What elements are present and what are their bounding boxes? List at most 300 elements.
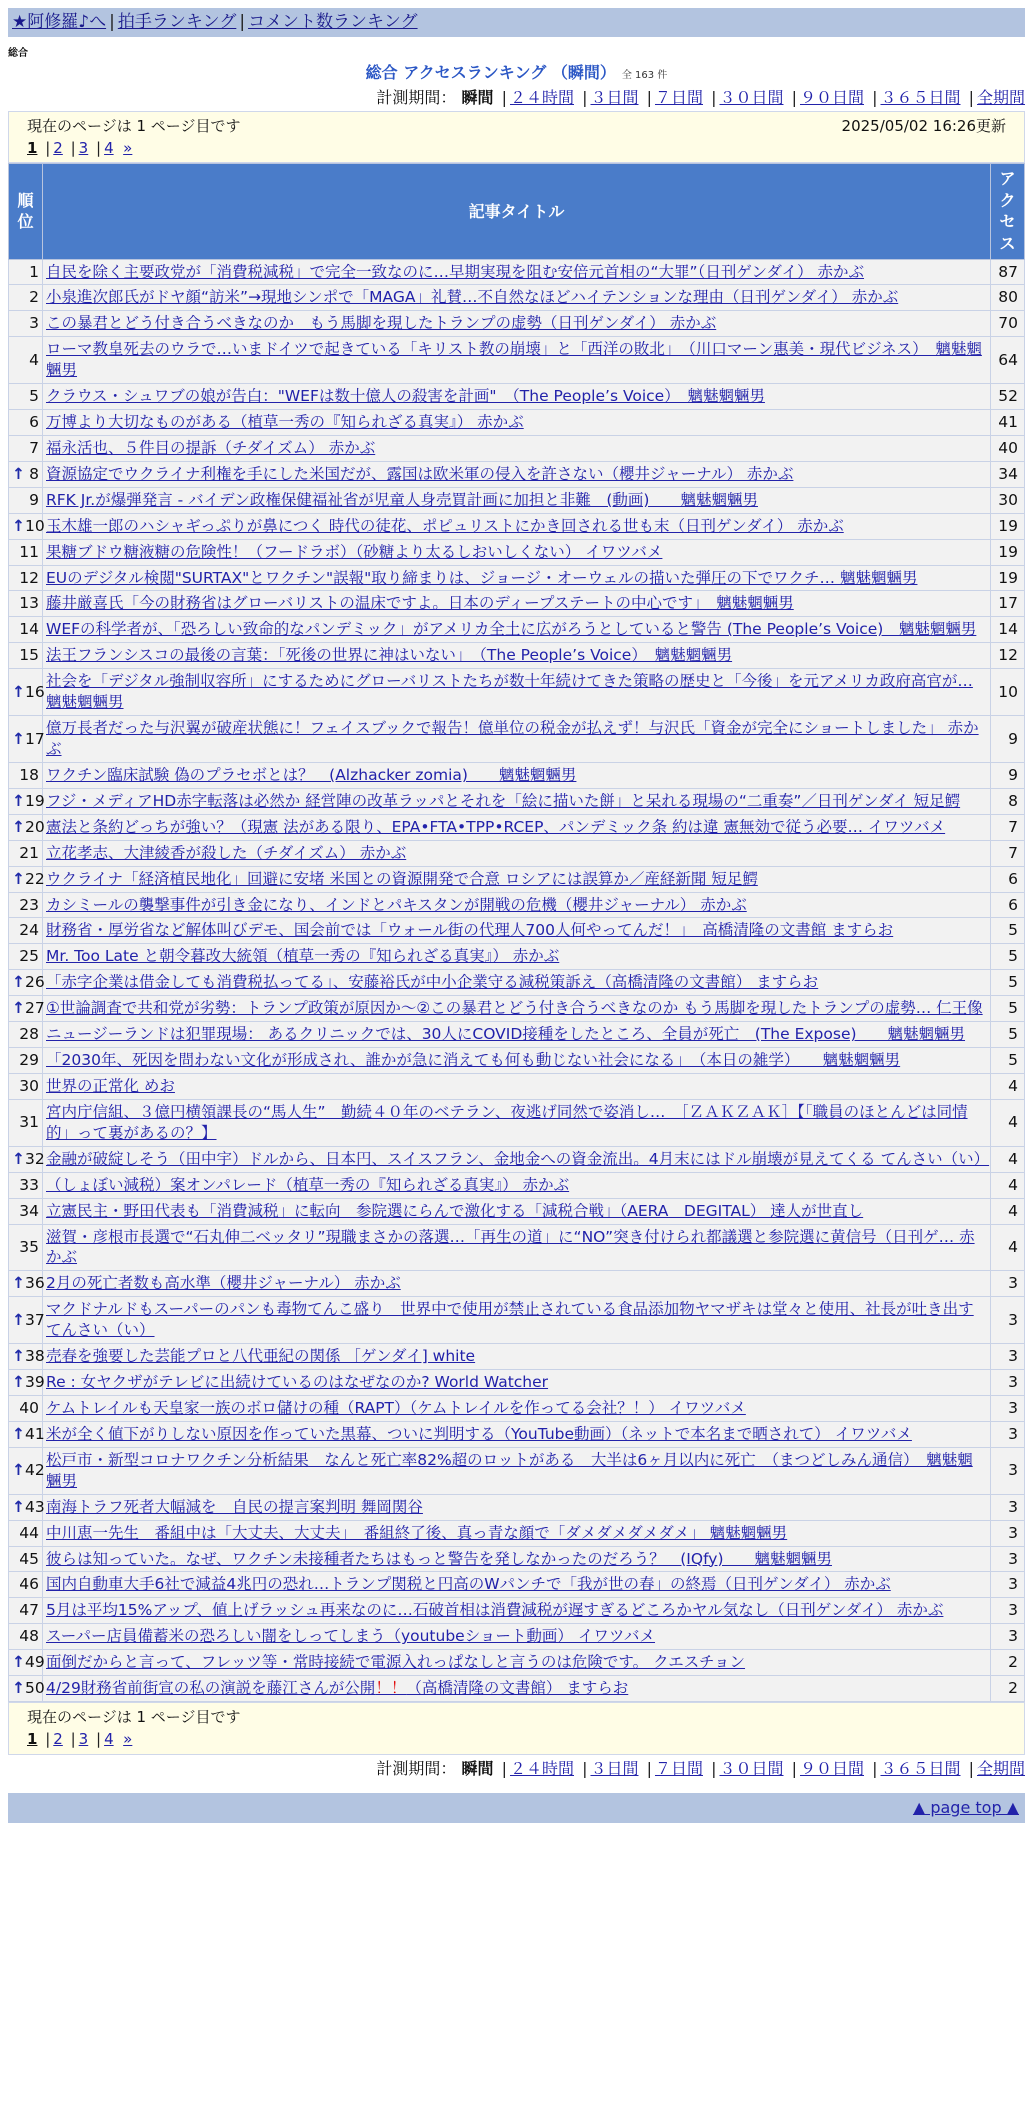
rank-number: 16 [25, 682, 45, 701]
title-cell [43, 1395, 991, 1421]
access-column-header: アクセス [991, 164, 1025, 259]
title-cell [43, 1048, 991, 1074]
access-count: 30 [991, 487, 1025, 513]
rank-cell [9, 1172, 43, 1198]
article-title-link[interactable]: 小泉進次郎氏がドヤ顔“訪米”→現地シンポで「MAGA」礼賛…不自然なほどハイテンションな理由（日刊ゲンダイ） 赤かぶ [46, 288, 899, 307]
article-title-link[interactable]: 松戸市・新型コロナワクチン分析結果 なんと死亡率82%超のロットがある 大半は6ヶ月以内に死亡 （まつどしみん通信） 魑魅魍魎男 [46, 1450, 973, 1490]
access-count: 4 [991, 1146, 1025, 1172]
period-365d-link[interactable]: ３６５日間 [880, 1758, 961, 1778]
article-title-link[interactable]: スーパー店員備蓄米の恐ろしい闇をしってしまう（youtubeショート動画） イワツバメ [46, 1627, 656, 1646]
rank-up-arrow-icon: ↑ [12, 1653, 25, 1672]
access-count: 3 [991, 1271, 1025, 1297]
access-count: 34 [991, 461, 1025, 487]
period-label: 計測期間： [376, 1758, 457, 1778]
rank-number: 12 [19, 568, 39, 587]
page-3-link[interactable]: 3 [78, 138, 89, 157]
title-cell [43, 1344, 991, 1370]
table-row [9, 1447, 1025, 1494]
article-title-link[interactable]: この暴君とどう付き合うべきなのか もう馬脚を現したトランプの虚勢（日刊ゲンダイ） 赤かぶ [46, 314, 717, 333]
article-title-link[interactable]: 憲法と条約どっちが強い？（現憲 法がある限り、EPA•FTA•TPP•RCEP、パンデミック条 約は違 憲無効で従う必要… イワツバメ [46, 817, 946, 836]
article-title-link[interactable]: 福永活也、５件目の提訴（チダイズム） 赤かぶ [46, 438, 376, 457]
current-page-text-bottom: 現在のページは 1 ページ目です [27, 1708, 241, 1727]
article-title-link[interactable]: 「赤字企業は借金しても消費税払ってる」、安藤裕氏が中小企業守る減税策訴え（高橋清隆の文書館） ますらお [46, 973, 819, 992]
page-2-link[interactable]: 2 [53, 138, 63, 157]
table-row [9, 1624, 1025, 1650]
access-count: 8 [991, 788, 1025, 814]
rank-cell [9, 1146, 43, 1172]
rank-number: 44 [19, 1523, 39, 1542]
home-link[interactable]: ★阿修羅♪へ [12, 12, 107, 32]
page-2-link[interactable]: 2 [53, 1730, 63, 1749]
rank-cell [9, 944, 43, 970]
article-title-link[interactable]: マクドナルドもスーパーのパンも毒物てんこ盛り 世界中で使用が禁止されている食品添加物ヤマザキは堂々と使用、社長が吐き出す てんさい（い） [46, 1300, 974, 1340]
article-title-link[interactable]: 米が全く値下がりしない原因を作っていた黒幕、ついに判明する（YouTube動画）（ネットで本名まで晒されて） イワツバメ [46, 1424, 912, 1443]
article-title-link[interactable]: 5月は平均15%アップ、値上げラッシュ再来なのに…石破首相は消費減税が遅すぎるどころかヤル気なし（日刊ゲンダイ） 赤かぶ [46, 1601, 944, 1620]
table-row [9, 259, 1025, 285]
rank-up-arrow-icon: ↑ [12, 682, 25, 701]
rank-up-arrow-icon: ↑ [12, 1424, 25, 1443]
rank-number: 5 [29, 387, 39, 406]
access-count: 5 [991, 1048, 1025, 1074]
applause-ranking-link[interactable]: 拍手ランキング [117, 12, 237, 32]
title-cell [43, 1271, 991, 1297]
current-page-text: 現在のページは 1 ページ目です [27, 116, 241, 135]
table-row [9, 1676, 1025, 1702]
rank-cell [9, 1224, 43, 1271]
article-title-link[interactable]: EUのデジタル検閲"SURTAX"とワクチン"誤報"取り締まりは、ジョージ・オーウェルの描いた弾圧の下でワクチ… 魑魅魍魎男 [46, 568, 918, 587]
page-1-current: 1 [27, 138, 38, 157]
page-top-link[interactable]: ▲ page top ▲ [912, 1798, 1019, 1818]
rank-number: 30 [19, 1077, 39, 1095]
table-row [9, 1297, 1025, 1344]
table-row [9, 840, 1025, 866]
table-row [9, 285, 1025, 311]
rank-cell [9, 970, 43, 996]
period-7d-link[interactable]: ７日間 [654, 1758, 703, 1778]
rank-cell [9, 461, 43, 487]
top-nav-bar: ★阿修羅♪へ | 拍手ランキング | コメント数ランキング [8, 8, 1025, 37]
rank-up-arrow-icon: ↑ [12, 1149, 25, 1168]
rank-cell [9, 259, 43, 285]
access-count: 70 [991, 311, 1025, 337]
table-row [9, 1598, 1025, 1624]
access-count: 3 [991, 1297, 1025, 1344]
rank-number: 3 [29, 314, 39, 333]
rank-number: 49 [25, 1653, 45, 1672]
article-title-link[interactable]: 果糖ブドウ糖液糖の危険性！（フードラボ）（砂糖より太るしおいしくない） イワツバメ [46, 542, 663, 561]
table-row [9, 591, 1025, 617]
access-count: 19 [991, 513, 1025, 539]
article-title-link[interactable]: RFK Jr.が爆弾発言 - バイデン政権保健福祉省が児童人身売買計画に加担と非難 (動画) 魑魅魍魎男 [46, 490, 758, 509]
article-title-link[interactable]: （しょぼい減税）案オンパレード（植草一秀の『知られざる真実』） 赤かぶ [46, 1175, 570, 1194]
rank-up-arrow-icon: ↑ [12, 1679, 25, 1698]
comment-ranking-link[interactable]: コメント数ランキング [248, 12, 418, 32]
access-count: 4 [991, 1074, 1025, 1100]
period-current: 瞬間 [461, 1758, 494, 1778]
title-cell [43, 461, 991, 487]
rank-number: 31 [19, 1113, 39, 1132]
access-count: 19 [991, 539, 1025, 565]
article-title-link[interactable]: Re : 女ヤクザがテレビに出続けているのはなぜなのか? World Watcher [46, 1373, 549, 1392]
table-row [9, 762, 1025, 788]
rank-cell [9, 1650, 43, 1676]
table-row [9, 996, 1025, 1022]
rank-number: 26 [25, 973, 45, 992]
rank-cell [9, 643, 43, 669]
rank-number: 6 [29, 413, 39, 432]
article-title-link[interactable]: 自民を除く主要政党が「消費税減税」で完全一致なのに…早期実現を阻む安倍元首相の“大罪”（日刊ゲンダイ） 赤かぶ [46, 262, 865, 281]
title-cell [43, 1224, 991, 1271]
title-cell [43, 617, 991, 643]
access-count: 2 [991, 1650, 1025, 1676]
rank-number: 47 [19, 1601, 39, 1620]
access-count: 3 [991, 1395, 1025, 1421]
title-cell [43, 1494, 991, 1520]
table-row [9, 788, 1025, 814]
table-row [9, 716, 1025, 763]
article-title-link[interactable]: 立花孝志、大津綾香が殺した（チダイズム） 赤かぶ [46, 843, 407, 862]
article-title-link[interactable]: 2月の死亡者数も高水準（櫻井ジャーナル） 赤かぶ [46, 1274, 401, 1293]
table-row [9, 1520, 1025, 1546]
period-30d-link[interactable]: ３０日間 [719, 1758, 784, 1778]
rank-cell [9, 539, 43, 565]
article-title-link[interactable]: カシミールの襲撃事件が引き金になり、インドとパキスタンが開戦の危機（櫻井ジャーナル） 赤かぶ [46, 895, 747, 914]
article-title-link[interactable]: 国内自動車大手6社で減益4兆円の恐れ…トランプ関税と円高のWパンチで「我が世の春」の終焉（日刊ゲンダイ） 赤かぶ [46, 1575, 891, 1594]
title-column-header: 記事タイトル [43, 164, 991, 259]
article-title-link[interactable]: ウクライナ「経済植民地化」回避に安堵 米国との資源開発で合意 ロシアには誤算か／産経新聞 短足鰐 [46, 869, 758, 888]
page-3-link[interactable]: 3 [78, 1730, 89, 1749]
access-count: 3 [991, 1598, 1025, 1624]
article-title-link[interactable]: 万博より大切なものがある（植草一秀の『知られざる真実』） 赤かぶ [46, 413, 524, 432]
rank-cell [9, 311, 43, 337]
rank-cell [9, 814, 43, 840]
table-row [9, 944, 1025, 970]
article-title-link[interactable]: 世界の正常化 めお [46, 1077, 175, 1095]
period-365d-link[interactable]: ３６５日間 [880, 88, 961, 108]
table-row [9, 461, 1025, 487]
table-row [9, 1172, 1025, 1198]
article-title-link[interactable]: 売春を強要した芸能プロと八代亜紀の関係 ［ゲンダイ] white [46, 1347, 476, 1366]
rank-number: 43 [25, 1497, 45, 1516]
table-row [9, 513, 1025, 539]
article-title-link[interactable]: 資源協定でウクライナ利権を手にした米国だが、露国は欧米軍の侵入を許さない（櫻井ジャーナル） 赤かぶ [46, 464, 794, 483]
rank-number: 36 [25, 1274, 45, 1293]
period-30d-link[interactable]: ３０日間 [719, 88, 784, 108]
title-cell [43, 1421, 991, 1447]
article-title-link[interactable]: 金融が破綻しそう（田中宇）ドルから、日本円、スイスフラン、金地金への資金流出。4月末にはドル崩壊が見えてくる てんさい（い） [46, 1149, 990, 1168]
article-title-link[interactable]: 宮内庁信組、３億円横領課長の“馬人生” 勤続４０年のベテラン、夜逃げ同然で姿消し… ［ＺＡＫＺＡＫ］【「職員のほとんどは同情的」って裏があるの？】 [46, 1102, 968, 1142]
access-count: 4 [991, 1224, 1025, 1271]
rank-number: 4 [29, 350, 39, 369]
table-row [9, 866, 1025, 892]
updated-timestamp: 2025/05/02 16:26更新 [841, 116, 1006, 135]
rank-cell [9, 565, 43, 591]
table-row [9, 384, 1025, 410]
rank-up-arrow-icon: ↑ [12, 1274, 25, 1293]
rank-number: 40 [19, 1398, 39, 1417]
article-title-link[interactable]: 4/29財務省前街宣の私の演説を藤江さんが公開！！（高橋清隆の文書館） ますらお [46, 1679, 629, 1698]
title-cell [43, 259, 991, 285]
access-count: 41 [991, 410, 1025, 436]
article-title-link[interactable]: 社会を「デジタル強制収容所」にするためにグローバリストたちが数十年続けてきた策略の歴史と「今後」を元アメリカ政府高官が… 魑魅魍魎男 [46, 672, 973, 712]
access-count: 6 [991, 866, 1025, 892]
article-title-link[interactable]: 中川恵一先生 番組中は「大丈夫、大丈夫」 番組終了後、真っ青な顔で「ダメダメダメダメ」 魑魅魍魎男 [46, 1523, 788, 1542]
rank-number: 1 [29, 262, 39, 281]
title-cell [43, 311, 991, 337]
title-cell [43, 1447, 991, 1494]
rank-cell [9, 1546, 43, 1572]
table-row [9, 487, 1025, 513]
rank-column-header: 順位 [9, 164, 43, 259]
period-3d-link[interactable]: ３日間 [590, 1758, 639, 1778]
access-count: 14 [991, 617, 1025, 643]
page-4-link[interactable]: 4 [104, 1730, 114, 1749]
rank-cell [9, 1022, 43, 1048]
title-cell [43, 1598, 991, 1624]
title-cell [43, 1650, 991, 1676]
title-cell [43, 487, 991, 513]
rank-up-arrow-icon: ↑ [12, 729, 25, 748]
table-row [9, 643, 1025, 669]
access-count: 3 [991, 1520, 1025, 1546]
access-count: 17 [991, 591, 1025, 617]
table-row [9, 1099, 1025, 1146]
table-row [9, 1421, 1025, 1447]
access-count: 40 [991, 435, 1025, 461]
rank-cell [9, 1297, 43, 1344]
rank-cell [9, 866, 43, 892]
rank-cell [9, 1494, 43, 1520]
access-count: 6 [991, 892, 1025, 918]
rank-cell [9, 1198, 43, 1224]
access-count: 5 [991, 970, 1025, 996]
article-title-link[interactable]: ケムトレイルも天皇家一族のボロ儲けの種（RAPT）（ケムトレイルを作ってる会社？！） イワツバメ [46, 1398, 746, 1417]
access-count: 10 [991, 669, 1025, 716]
table-row [9, 410, 1025, 436]
rank-cell [9, 1099, 43, 1146]
rank-number: 46 [19, 1575, 39, 1594]
rank-number: 50 [25, 1679, 45, 1698]
title-cell [43, 918, 991, 944]
table-row [9, 1224, 1025, 1271]
article-title-link[interactable]: ニュージーランドは犯罪現場： あるクリニックでは、30人にCOVID接種をしたところ、全員が死亡 (The Expose) 魑魅魍魎男 [46, 1025, 966, 1044]
article-title-link[interactable]: Mr. Too Late と朝令暮改大統領（植草一秀の『知られざる真実』） 赤かぶ [46, 947, 560, 966]
access-count: 3 [991, 1572, 1025, 1598]
rank-number: 48 [19, 1627, 39, 1646]
table-row [9, 970, 1025, 996]
article-title-link[interactable]: ①世論調査で共和党が劣勢：トランプ政策が原因か～②この暴君とどう付き合うべきなのか もう馬脚を現したトランプの虚勢… 仁王像 [46, 999, 983, 1018]
rank-cell [9, 1676, 43, 1702]
pagination-box-bottom [8, 1702, 1025, 1755]
rank-number: 35 [19, 1237, 39, 1256]
rank-number: 32 [25, 1149, 45, 1168]
access-count: 12 [991, 643, 1025, 669]
article-title-link[interactable]: 「2030年、死因を問わない文化が形成され、誰かが急に消えても何も動じない社会になる」 （本日の雑学） 魑魅魍魎男 [46, 1051, 901, 1070]
rank-cell [9, 513, 43, 539]
title-cell [43, 435, 991, 461]
title-cell [43, 1146, 991, 1172]
period-current: 瞬間 [461, 88, 494, 108]
rank-number: 8 [29, 464, 39, 483]
title-cell [43, 1198, 991, 1224]
period-90d-link[interactable]: ９０日間 [799, 88, 864, 108]
article-title-link[interactable]: 藤井厳喜氏「今の財務省はグローバリストの温床ですよ。日本のディープステートの中心です」 魑魅魍魎男 [46, 594, 794, 613]
access-count: 3 [991, 1370, 1025, 1396]
period-all-link[interactable]: 全期間 [976, 1758, 1025, 1778]
rank-up-arrow-icon: ↑ [12, 999, 25, 1018]
rank-cell [9, 337, 43, 384]
rank-cell [9, 487, 43, 513]
rank-cell [9, 762, 43, 788]
table-row [9, 617, 1025, 643]
pagination: 1 | 2 | 3 | 4 » [27, 138, 133, 157]
title-cell [43, 840, 991, 866]
period-24h-link[interactable]: ２４時間 [509, 1758, 574, 1778]
table-row [9, 337, 1025, 384]
rank-cell [9, 1048, 43, 1074]
article-title-link[interactable]: 南海トラフ死者大幅減を 自民の提言案判明 舞岡関谷 [46, 1497, 423, 1516]
rank-cell [9, 892, 43, 918]
period-label: 計測期間： [376, 88, 457, 108]
footer-bar [8, 1793, 1025, 1823]
table-row [9, 1048, 1025, 1074]
rank-number: 37 [25, 1310, 45, 1329]
rank-cell [9, 669, 43, 716]
title-cell [43, 384, 991, 410]
pagination-bottom: 1 | 2 | 3 | 4 » [27, 1730, 133, 1749]
table-row [9, 1074, 1025, 1100]
title-cell [43, 1546, 991, 1572]
title-cell [43, 1676, 991, 1702]
rank-cell [9, 1271, 43, 1297]
article-title-link[interactable]: WEFの科学者が、「恐ろしい致命的なパンデミック」がアメリカ全土に広がろうとしていると警告 (The People’s Voice) 魑魅魍魎男 [46, 620, 977, 639]
article-title-link[interactable]: 滋賀・彦根市長選で“石丸伸二ベッタリ”現職まさかの落選…「再生の道」に“NO”突き付けられ都議選と参院選に黄信号（日刊ゲ… 赤かぶ [46, 1227, 975, 1267]
rank-cell [9, 918, 43, 944]
article-title-link[interactable]: クラウス・シュワブの娘が告白："WEFは数十億人の殺害を計画" （The People’s Voice） 魑魅魍魎男 [46, 387, 765, 406]
next-page-link[interactable]: » [123, 1730, 133, 1749]
period-all-link[interactable]: 全期間 [976, 88, 1025, 108]
rank-cell [9, 435, 43, 461]
rank-cell [9, 1395, 43, 1421]
access-count: 9 [991, 762, 1025, 788]
rank-number: 2 [29, 288, 39, 307]
article-title-link[interactable]: ローマ教皇死去のウラで…いまドイツで起きている「キリスト教の崩壊」と「西洋の敗北」 （川口マーン惠美・現代ビジネス） 魑魅魍魎男 [46, 340, 982, 380]
rank-number: 22 [25, 869, 45, 888]
rank-number: 9 [29, 490, 39, 509]
article-title-link[interactable]: 面倒だからと言って、フレッツ等・常時接続で電源入れっぱなしと言うのは危険です。 クエスチョン [46, 1653, 746, 1672]
title-cell [43, 1370, 991, 1396]
rank-number: 19 [25, 791, 45, 810]
period-selector-bottom: 計測期間： 瞬間 | ２４時間 | ３日間 | ７日間 | ３０日間 | ９０日間 | ３６５日間 | 全期間 [376, 1758, 1025, 1778]
title-cell [43, 866, 991, 892]
access-count: 4 [991, 1198, 1025, 1224]
rank-number: 14 [19, 620, 39, 639]
title-cell [43, 762, 991, 788]
title-cell [43, 565, 991, 591]
article-title-link[interactable]: 財務省・厚労省など解体叫びデモ、国会前では「ウォール街の代理人700人何やってんだ！」 高橋清隆の文書館 ますらお [46, 921, 894, 940]
period-90d-link[interactable]: ９０日間 [799, 1758, 864, 1778]
title-cell [43, 1297, 991, 1344]
rank-number: 21 [19, 843, 39, 862]
table-row [9, 1572, 1025, 1598]
access-count: 3 [991, 1344, 1025, 1370]
title-cell [43, 1022, 991, 1048]
access-count: 3 [991, 1546, 1025, 1572]
category-label: 総合 [8, 47, 28, 59]
table-row [9, 1370, 1025, 1396]
access-count: 87 [991, 259, 1025, 285]
rank-number: 39 [25, 1373, 45, 1392]
article-title-link[interactable]: 彼らは知っていた。なぜ、ワクチン未接種者たちはもっと警告を発しなかったのだろう？ (IQfy) 魑魅魍魎男 [46, 1549, 832, 1568]
article-title-link[interactable]: 億万長者だった与沢翼が破産状態に！フェイスブックで報告！億単位の税金が払えず！与沢氏「資金が完全にショートしました」 赤かぶ [46, 719, 979, 759]
rank-number: 28 [19, 1025, 39, 1044]
title-cell [43, 669, 991, 716]
table-row [9, 565, 1025, 591]
rank-cell [9, 1074, 43, 1100]
rank-cell [9, 1344, 43, 1370]
rank-number: 38 [25, 1347, 45, 1366]
access-count: 64 [991, 337, 1025, 384]
rank-cell [9, 617, 43, 643]
article-title-link[interactable]: 立憲民主・野田代表も「消費減税」に転向 参院選にらんで激化する「減税合戦」（AERA DEGITAL） 達人が世直し [46, 1201, 864, 1220]
rank-up-arrow-icon: ↑ [12, 973, 25, 992]
rank-up-arrow-icon: ↑ [12, 1497, 25, 1516]
rank-number: 24 [19, 921, 39, 940]
title-cell [43, 1624, 991, 1650]
article-title-link[interactable]: フジ・メディアHD赤字転落は必然か 経営陣の改革ラッパとそれを「絵に描いた餅」と呆れる現場の“二重奏”／日刊ゲンダイ 短足鰐 [46, 791, 961, 810]
rank-up-arrow-icon: ↑ [12, 791, 25, 810]
period-24h-link[interactable]: ２４時間 [509, 88, 574, 108]
rank-number: 42 [25, 1461, 45, 1480]
table-row [9, 1022, 1025, 1048]
rank-number: 27 [25, 999, 45, 1018]
rank-number: 34 [19, 1201, 39, 1220]
title-cell [43, 892, 991, 918]
access-count: 9 [991, 716, 1025, 763]
ranking-table-body [9, 259, 1025, 1702]
ranking-title: 総合 アクセスランキング （瞬間） [365, 63, 616, 83]
article-title-link[interactable]: 玉木雄一郎のハシャギっぷりが鼻につく 時代の徒花、ポピュリストにかき回される世も末（日刊ゲンダイ） 赤かぶ [46, 516, 844, 535]
title-cell [43, 970, 991, 996]
rank-cell [9, 1447, 43, 1494]
article-title-link[interactable]: 法王フランシスコの最後の言葉：「死後の世界に神はいない」 （The People’s Voice） 魑魅魍魎男 [46, 646, 733, 665]
access-count: 4 [991, 1099, 1025, 1146]
rank-number: 41 [25, 1424, 45, 1443]
table-row [9, 669, 1025, 716]
table-row [9, 1494, 1025, 1520]
next-page-link[interactable]: » [123, 138, 133, 157]
access-count: 7 [991, 814, 1025, 840]
rank-number: 29 [19, 1051, 39, 1070]
rank-up-arrow-icon: ↑ [12, 1310, 25, 1329]
table-row [9, 1271, 1025, 1297]
period-3d-link[interactable]: ３日間 [590, 88, 639, 108]
rank-number: 15 [19, 646, 39, 665]
access-count: 7 [991, 840, 1025, 866]
page-4-link[interactable]: 4 [104, 138, 114, 157]
rank-cell [9, 1421, 43, 1447]
article-title-link[interactable]: ワクチン臨床試験 偽のプラセボとは？ (Alzhacker zomia) 魑魅魍魎男 [46, 765, 577, 784]
title-cell [43, 788, 991, 814]
rank-number: 33 [19, 1175, 39, 1194]
access-count: 80 [991, 285, 1025, 311]
page-1-current: 1 [27, 1730, 38, 1749]
period-selector-top: 計測期間： 瞬間 | ２４時間 | ３日間 | ７日間 | ３０日間 | ９０日間 | ３６５日間 | 全期間 [376, 88, 1025, 108]
period-7d-link[interactable]: ７日間 [654, 88, 703, 108]
emphasis-marks: ！！ [375, 1679, 407, 1698]
table-header-row [9, 164, 1025, 259]
rank-cell [9, 788, 43, 814]
